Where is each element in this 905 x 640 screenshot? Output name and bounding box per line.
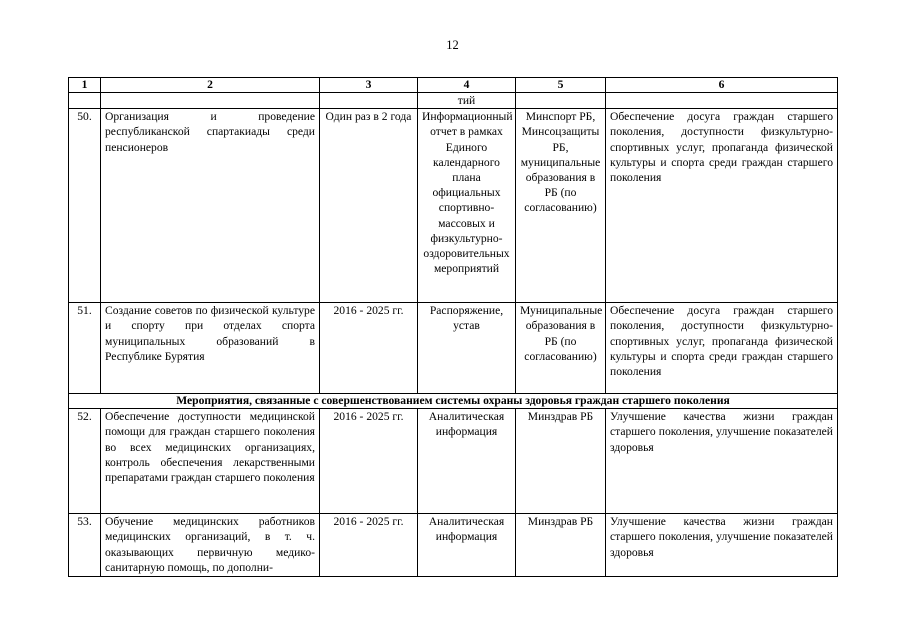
- table-row: [69, 514, 838, 577]
- page-number: 12: [446, 38, 459, 52]
- continuation-row: [69, 93, 838, 109]
- header-row: [69, 78, 838, 93]
- effect-cell: Обеспечение досуга граждан старшего поколения, доступности физкультурно-спортивных услуг, пропаганда физической культуры и спорта среди граждан старшего поколения: [606, 109, 838, 303]
- row-number: 50.: [69, 109, 101, 303]
- result-cell: Информационный отчет в рамках Единого календарного плана официальных спортивно-массовых и физкультурно-оздоровительных мероприятий: [418, 109, 516, 303]
- result-cell: Распоряжение, устав: [418, 303, 516, 394]
- table-row: [69, 409, 838, 514]
- action-cell: Обеспечение доступности медицинской помощи для граждан старшего поколения во всех медицинских организациях, контроль обеспечения лекарственными препаратами граждан старшего поколения: [101, 409, 320, 514]
- cont-cell-6: [606, 93, 838, 109]
- row-number: 52.: [69, 409, 101, 514]
- action-cell: Организация и проведение республиканской спартакиады среди пенсионеров: [101, 109, 320, 303]
- cont-cell-2: [101, 93, 320, 109]
- header-col-5: 5: [516, 78, 606, 93]
- header-col-3: 3: [320, 78, 418, 93]
- effect-cell: Обеспечение досуга граждан старшего поколения, доступности физкультурно-спортивных услуг, пропаганда физической культуры и спорта среди граждан старшего поколения: [606, 303, 838, 394]
- section-title: Мероприятия, связанные с совершенствованием системы охраны здоровья граждан старшего поколения: [69, 394, 838, 409]
- executor-cell: Минздрав РБ: [516, 514, 606, 577]
- period-cell: 2016 - 2025 гг.: [320, 514, 418, 577]
- header-col-4: 4: [418, 78, 516, 93]
- header-col-1: 1: [69, 78, 101, 93]
- result-cell: Аналитическая информация: [418, 514, 516, 577]
- period-cell: 2016 - 2025 гг.: [320, 409, 418, 514]
- action-cell: Создание советов по физической культуре и спорту при отделах спорта муниципальных образований в Республике Бурятия: [101, 303, 320, 394]
- header-col-2: 2: [101, 78, 320, 93]
- period-cell: Один раз в 2 года: [320, 109, 418, 303]
- period-cell: 2016 - 2025 гг.: [320, 303, 418, 394]
- activities-table: [68, 77, 838, 577]
- action-cell: Обучение медицинских работников медицинских организаций, в т. ч. оказывающих первичную медико-санитарную помощь, по дополни-: [101, 514, 320, 577]
- cont-cell-1: [69, 93, 101, 109]
- effect-cell: Улучшение качества жизни граждан старшего поколения, улучшение показателей здоровья: [606, 409, 838, 514]
- table-row: [69, 109, 838, 303]
- cont-cell-4: тий: [418, 93, 516, 109]
- result-cell: Аналитическая информация: [418, 409, 516, 514]
- effect-cell: Улучшение качества жизни граждан старшего поколения, улучшение показателей здоровья: [606, 514, 838, 577]
- executor-cell: Минздрав РБ: [516, 409, 606, 514]
- cont-cell-3: [320, 93, 418, 109]
- executor-cell: Муниципальные образования в РБ (по согласованию): [516, 303, 606, 394]
- executor-cell: Минспорт РБ, Минсоцзащиты РБ, муниципальные образования в РБ (по согласованию): [516, 109, 606, 303]
- cont-cell-5: [516, 93, 606, 109]
- header-col-6: 6: [606, 78, 838, 93]
- table-row: [69, 303, 838, 394]
- row-number: 51.: [69, 303, 101, 394]
- row-number: 53.: [69, 514, 101, 577]
- section-heading-row: [69, 394, 838, 409]
